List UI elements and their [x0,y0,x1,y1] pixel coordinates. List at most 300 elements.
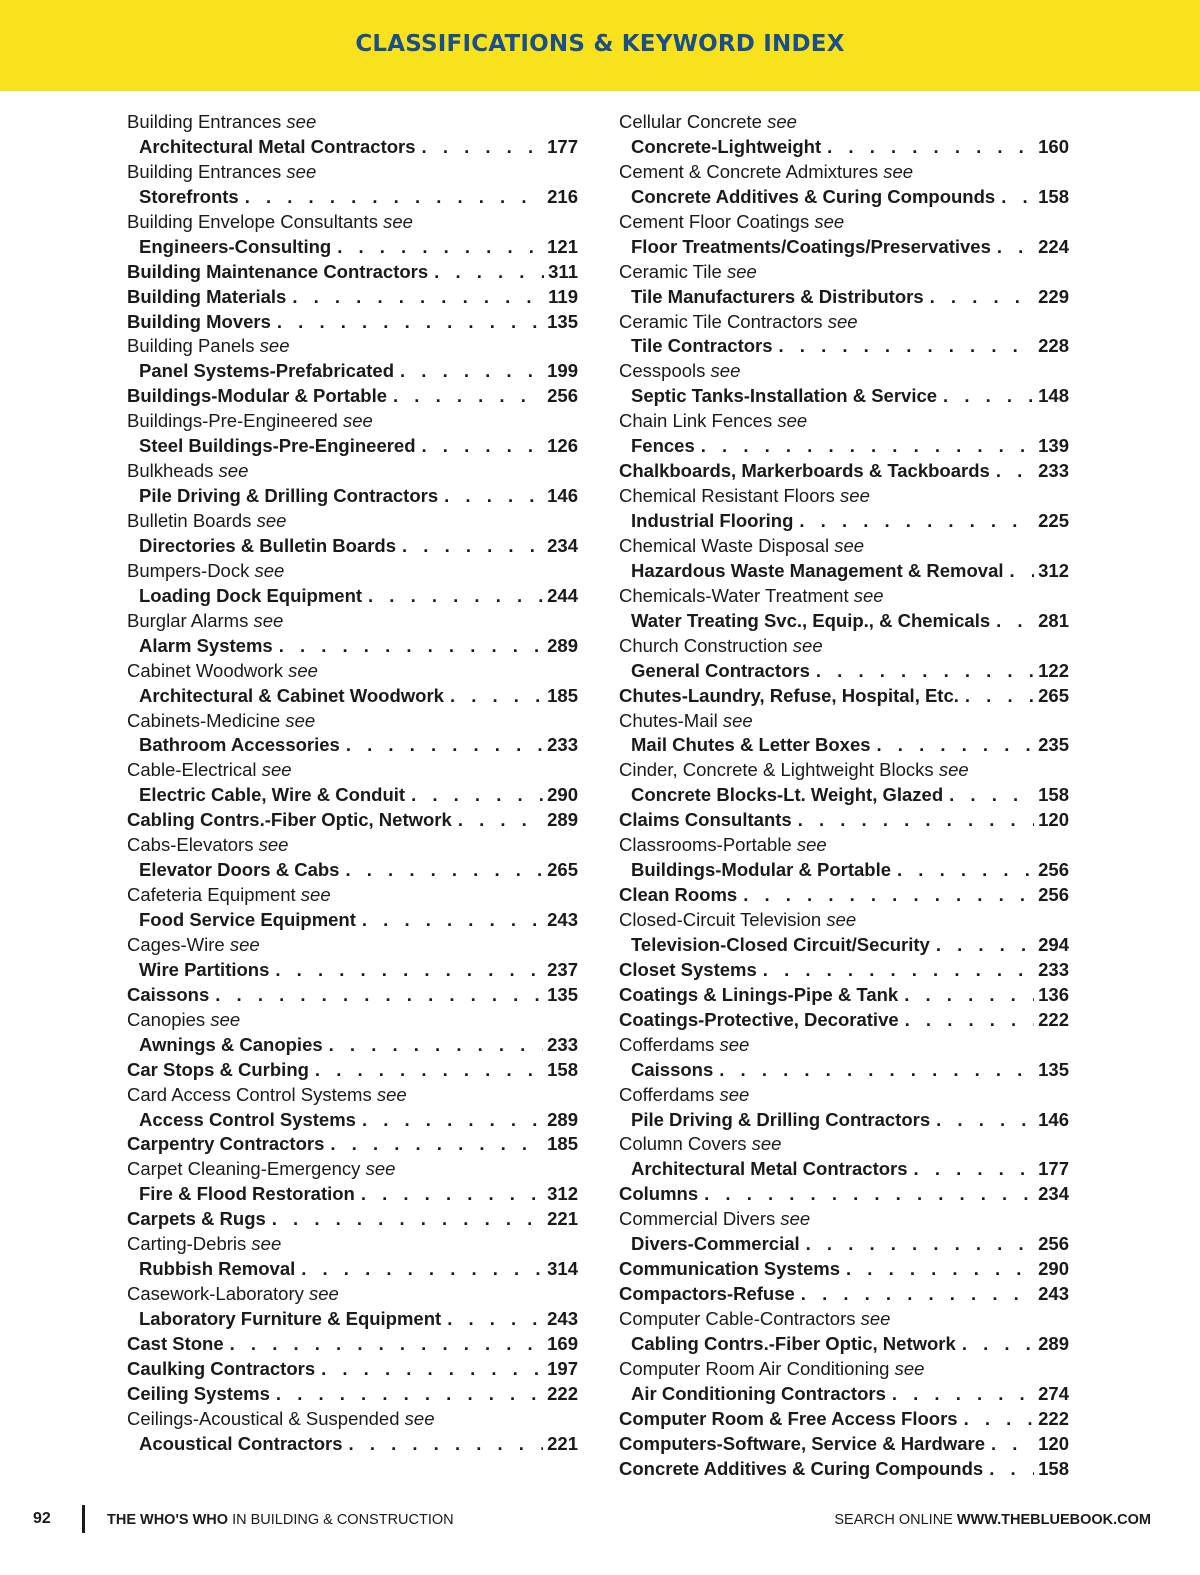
classification-label: Wire Partitions [139,958,270,980]
index-entry[interactable] [127,310,578,335]
cross-reference [127,1232,578,1257]
classification-label: Coatings & Linings-Pipe & Tank [619,983,899,1005]
page-reference: 233 [547,1033,578,1055]
see-label: see [254,559,285,581]
see-label: see [719,1083,750,1105]
page-reference: 233 [1038,460,1069,482]
page-reference: 294 [1038,933,1069,955]
classification-label: Fire & Flood Restoration [139,1183,355,1205]
cross-reference [619,1033,1069,1058]
dot-leader [956,1332,1034,1357]
index-entry[interactable] [619,1457,1069,1482]
cross-reference-term: Cable-Electrical [127,759,257,781]
index-subentry[interactable] [619,185,1069,210]
dot-leader [990,609,1034,634]
dot-leader [452,808,543,833]
page-number: 92 [33,1510,51,1527]
index-subentry[interactable] [619,235,1069,260]
index-entry[interactable] [127,1357,578,1382]
index-subentry[interactable] [619,1332,1069,1357]
index-entry[interactable] [127,260,578,285]
dot-leader [295,1257,543,1282]
dot-leader [757,958,1034,983]
page-reference: 234 [1038,1183,1069,1205]
cross-reference [619,1083,1069,1108]
cross-reference-term: Closed-Circuit Television [619,909,822,930]
cross-reference-term: Building Entrances [127,111,282,132]
classification-label: Bathroom Accessories [139,734,340,756]
page-reference: 224 [1038,235,1069,257]
cross-reference-term: Church Construction [619,634,788,656]
classification-label: Food Service Equipment [139,909,356,930]
cross-reference-term: Cesspools [619,360,706,382]
dot-leader [773,334,1035,359]
publication-name-bold: THE WHO'S WHO [107,1512,229,1528]
index-subentry[interactable] [127,1182,578,1207]
index-entry[interactable] [127,384,578,409]
index-subentry[interactable] [619,1108,1069,1133]
index-entry[interactable] [619,684,1069,709]
see-label: see [726,260,757,282]
index-subentry[interactable] [127,634,578,659]
see-label: see [722,709,753,731]
classification-label: Panel Systems-Prefabricated [139,360,395,382]
dot-leader [937,384,1034,409]
index-entry[interactable] [619,459,1069,484]
page-reference: 233 [547,734,578,756]
cross-reference [619,260,1069,285]
index-subentry[interactable] [619,559,1069,584]
dot-leader [810,659,1034,684]
index-subentry[interactable] [619,783,1069,808]
cross-reference-term: Bulkheads [127,460,214,482]
cross-reference-term: Cofferdams [619,1083,715,1105]
index-subentry[interactable] [127,783,578,808]
see-label: see [261,759,292,781]
index-subentry[interactable] [127,1108,578,1133]
website-link[interactable]: WWW.THEBLUEBOOK.COM [956,1512,1151,1528]
index-entry[interactable] [619,1257,1069,1282]
page-reference: 139 [1038,435,1069,457]
index-entry[interactable] [619,983,1069,1008]
dot-leader [958,1407,1035,1432]
page-reference: 121 [547,235,578,257]
page-reference: 234 [547,534,578,556]
index-subentry[interactable] [127,1307,578,1332]
cross-reference-term: Ceramic Tile [619,260,722,282]
cross-reference-term: Carpet Cleaning-Emergency [127,1158,361,1180]
cross-reference-term: Cabs-Elevators [127,834,254,856]
dot-leader [985,1432,1034,1457]
page-reference: 120 [1038,809,1069,831]
page-reference: 216 [547,185,578,207]
see-label: see [309,1283,339,1305]
index-entry[interactable] [127,285,578,310]
dot-leader [795,1282,1034,1307]
index-subentry[interactable] [619,933,1069,958]
dot-leader [899,1008,1034,1033]
classification-label: Industrial Flooring [631,510,794,531]
dot-leader [270,1382,543,1407]
dot-leader [737,883,1034,908]
see-label: see [251,1233,282,1255]
dot-leader [343,1432,544,1457]
cross-reference-term: Cafeteria Equipment [127,884,296,906]
dot-leader [991,235,1034,260]
index-entry[interactable] [619,1008,1069,1033]
classification-label: Air Conditioning Contractors [631,1382,886,1404]
cross-reference [619,908,1069,933]
page-reference: 169 [547,1332,578,1354]
cross-reference [619,1207,1069,1232]
search-online-text [834,1512,1151,1528]
classification-label: Septic Tanks-Installation & Service [631,385,938,407]
see-label: see [365,1158,396,1180]
dot-leader [269,958,543,983]
classification-label: Engineers-Consulting [139,235,332,257]
index-subentry[interactable] [127,185,578,210]
page-reference: 225 [1038,510,1069,531]
index-entry[interactable] [127,983,578,1008]
page-reference: 312 [547,1183,578,1205]
index-subentry[interactable] [619,285,1069,310]
classification-label: Alarm Systems [139,634,273,656]
page-reference: 135 [547,310,578,332]
see-label: see [210,1008,241,1030]
dot-leader [315,1357,543,1382]
index-entry[interactable] [127,1058,578,1083]
dot-leader [266,1207,543,1232]
dot-leader [438,484,543,509]
see-label: see [229,933,260,955]
classification-label: Loading Dock Equipment [139,584,363,606]
index-subentry[interactable] [127,135,578,160]
cross-reference [619,110,1069,135]
cross-reference [127,933,578,958]
index-subentry[interactable] [619,1232,1069,1257]
classification-label: Directories & Bulletin Boards [139,534,397,556]
cross-reference [619,210,1069,235]
dot-leader [959,684,1034,709]
index-subentry[interactable] [619,384,1069,409]
dot-leader [273,634,543,659]
classification-label: Buildings-Modular & Portable [127,385,388,407]
index-subentry[interactable] [619,434,1069,459]
classification-label: Fences [631,435,695,457]
see-label: see [710,360,741,382]
index-subentry[interactable] [127,235,578,260]
page-reference: 135 [547,983,578,1005]
classification-label: Steel Buildings-Pre-Engineered [139,435,416,457]
index-entry[interactable] [127,808,578,833]
dot-leader [990,459,1034,484]
dot-leader [886,1382,1034,1407]
index-subentry[interactable] [127,584,578,609]
page-reference: 256 [1038,1233,1069,1255]
see-label: see [814,210,845,232]
dot-leader [209,983,543,1008]
page-reference: 244 [547,584,578,606]
classification-label: Caissons [127,983,210,1005]
classification-label: Rubbish Removal [139,1258,296,1280]
cross-reference-term: Chutes-Mail [619,709,718,731]
classification-label: Communication Systems [619,1258,841,1280]
classification-label: Concrete Additives & Curing Compounds [619,1457,984,1479]
cross-reference-term: Column Covers [619,1133,747,1155]
cross-reference-term: Chemical Waste Disposal [619,534,830,556]
classification-label: Computer Room & Free Access Floors [619,1407,958,1429]
cross-reference-term: Computer Room Air Conditioning [619,1357,890,1379]
cross-reference [619,584,1069,609]
dot-leader [416,434,544,459]
page-reference: 243 [547,909,578,930]
cross-reference [127,559,578,584]
page-reference: 135 [1038,1058,1069,1080]
dot-leader [930,1108,1034,1133]
cross-reference-term: Cages-Wire [127,933,225,955]
cross-reference [127,110,578,135]
page-reference: 281 [1038,609,1069,631]
index-subentry[interactable] [619,135,1069,160]
cross-reference-term: Building Entrances [127,160,282,182]
index-subentry[interactable] [619,609,1069,634]
classification-label: Carpets & Rugs [127,1208,266,1230]
classification-label: Building Materials [127,285,287,307]
cross-reference [619,1307,1069,1332]
page-reference: 256 [1038,859,1069,881]
index-entry[interactable] [619,1432,1069,1457]
page-reference: 197 [547,1357,578,1379]
index-subentry[interactable] [127,1257,578,1282]
classification-label: Closet Systems [619,958,757,980]
dot-leader [339,858,543,883]
index-subentry[interactable] [619,509,1069,534]
cross-reference-term: Commercial Divers [619,1208,776,1230]
index-subentry[interactable] [127,684,578,709]
index-subentry[interactable] [127,733,578,758]
see-label: see [286,160,317,182]
page-reference: 289 [1038,1332,1069,1354]
classification-label: Pile Driving & Drilling Contractors [139,485,439,507]
cross-reference [619,1132,1069,1157]
index-subentry[interactable] [127,434,578,459]
page-reference: 265 [1038,684,1069,706]
dot-leader [271,310,543,335]
page-reference: 229 [1038,285,1069,307]
dot-leader [396,534,543,559]
cross-reference [127,409,578,434]
cross-reference [127,833,578,858]
index-entry[interactable] [127,1332,578,1357]
see-label: see [883,160,914,182]
index-entry[interactable] [127,1207,578,1232]
index-subentry[interactable] [619,858,1069,883]
index-subentry[interactable] [127,1432,578,1457]
cross-reference [619,534,1069,559]
see-label: see [767,111,797,132]
see-label: see [259,335,290,357]
dot-leader [428,260,544,285]
cross-reference-term: Chemical Resistant Floors [619,485,835,507]
dot-leader [441,1307,543,1332]
dot-leader [416,135,544,160]
dot-leader [309,1058,543,1083]
see-label: see [792,634,823,656]
cross-reference-term: Ceramic Tile Contractors [619,310,823,332]
cross-reference [619,634,1069,659]
cross-reference-term: Building Envelope Consultants [127,210,378,232]
index-entry[interactable] [619,808,1069,833]
cross-reference [619,359,1069,384]
classification-label: Computers-Software, Service & Hardware [619,1432,986,1454]
classification-label: Chutes-Laundry, Refuse, Hospital, Etc. [619,684,959,706]
cross-reference [619,833,1069,858]
see-label: see [834,534,865,556]
page-reference: 136 [1038,983,1069,1005]
page-title: CLASSIFICATIONS & KEYWORD INDEX [355,30,845,57]
index-entry[interactable] [619,1407,1069,1432]
cross-reference-term: Canopies [127,1008,206,1030]
index-subentry[interactable] [127,908,578,933]
classification-label: General Contractors [631,659,810,681]
page-reference: 311 [548,260,578,282]
dot-leader [983,1457,1034,1482]
index-subentry[interactable] [619,733,1069,758]
cross-reference [127,709,578,734]
index-subentry[interactable] [619,1157,1069,1182]
page-reference: 289 [547,1108,578,1130]
dot-leader [792,808,1034,833]
dot-leader [224,1332,543,1357]
cross-reference [619,484,1069,509]
cross-reference-term: Bumpers-Dock [127,559,250,581]
index-entry[interactable] [619,958,1069,983]
classification-label: Water Treating Svc., Equip., & Chemicals [631,609,991,631]
index-subentry[interactable] [619,334,1069,359]
cross-reference-term: Bulletin Boards [127,510,252,531]
cross-reference-term: Building Panels [127,335,255,357]
index-subentry[interactable] [619,1382,1069,1407]
classification-label: Access Control Systems [139,1108,356,1130]
index-subentry[interactable] [127,534,578,559]
see-label: see [719,1033,750,1055]
page-reference: 256 [547,385,578,407]
see-label: see [751,1133,782,1155]
cross-reference-term: Cofferdams [619,1033,715,1055]
see-label: see [894,1357,925,1379]
classification-label: Buildings-Modular & Portable [631,859,892,881]
page-reference: 177 [547,135,578,157]
index-subentry[interactable] [127,1033,578,1058]
page-reference: 148 [1038,385,1069,407]
dot-leader [387,384,543,409]
page-reference: 119 [548,285,578,307]
page-reference: 158 [547,1058,578,1080]
see-label: see [256,510,287,531]
cross-reference [127,609,578,634]
dot-leader [1004,559,1035,584]
page-reference: 233 [1038,958,1069,980]
dot-leader [356,1108,543,1133]
classification-label: Concrete Additives & Curing Compounds [631,185,996,207]
page-reference: 265 [547,859,578,881]
index-subentry[interactable] [619,659,1069,684]
publication-name-rest: IN BUILDING & CONSTRUCTION [228,1512,454,1528]
index-column-right [619,110,1069,1482]
cross-reference [127,758,578,783]
dot-leader [695,434,1034,459]
classification-label: Architectural Metal Contractors [139,135,416,157]
page-reference: 146 [547,485,578,507]
index-subentry[interactable] [127,958,578,983]
classification-label: Electric Cable, Wire & Conduit [139,784,406,806]
classification-label: Television-Closed Circuit/Security [631,933,930,955]
see-label: see [796,834,827,856]
page-reference: 158 [1038,1457,1069,1479]
dot-leader [930,933,1034,958]
classification-label: Architectural Metal Contractors [631,1158,908,1180]
see-label: see [253,609,284,631]
dot-leader [840,1257,1034,1282]
index-entry[interactable] [619,1282,1069,1307]
index-column-left [127,110,578,1457]
dot-leader [356,908,543,933]
page-reference: 243 [1038,1283,1069,1305]
index-subentry[interactable] [127,359,578,384]
index-subentry[interactable] [127,858,578,883]
classification-label: Building Movers [127,310,271,332]
index-subentry[interactable] [619,1058,1069,1083]
dot-leader [286,285,544,310]
see-label: see [780,1208,811,1230]
dot-leader [362,584,543,609]
see-label: see [827,310,858,332]
page-reference: 235 [1038,734,1069,756]
dot-leader [891,858,1034,883]
dot-leader [713,1058,1034,1083]
see-label: see [286,111,317,132]
dot-leader [340,733,543,758]
see-label: see [860,1308,891,1329]
page-reference: 185 [547,1133,578,1155]
index-entry[interactable] [619,883,1069,908]
index-entry[interactable] [127,1382,578,1407]
page-footer [0,1504,1200,1540]
index-entry[interactable] [127,1132,578,1157]
classification-label: Carpentry Contractors [127,1133,325,1155]
page-reference: 289 [547,634,578,656]
index-subentry[interactable] [127,484,578,509]
dot-leader [793,509,1034,534]
cross-reference-term: Cement Floor Coatings [619,210,810,232]
cross-reference [127,509,578,534]
cross-reference [619,1357,1069,1382]
index-entry[interactable] [619,1182,1069,1207]
page-reference: 228 [1038,335,1069,357]
classification-label: Ceiling Systems [127,1382,270,1404]
classification-label: Mail Chutes & Letter Boxes [631,734,871,756]
classification-label: Pile Driving & Drilling Contractors [631,1108,931,1130]
cross-reference-term: Card Access Control Systems [127,1083,372,1105]
page-reference: 122 [1038,659,1069,681]
classification-label: Laboratory Furniture & Equipment [139,1308,442,1329]
cross-reference-term: Casework-Laboratory [127,1283,304,1305]
cross-reference [127,1157,578,1182]
cross-reference [127,659,578,684]
cross-reference-term: Classrooms-Portable [619,834,792,856]
see-label: see [288,659,318,681]
page-reference: 289 [547,809,578,831]
